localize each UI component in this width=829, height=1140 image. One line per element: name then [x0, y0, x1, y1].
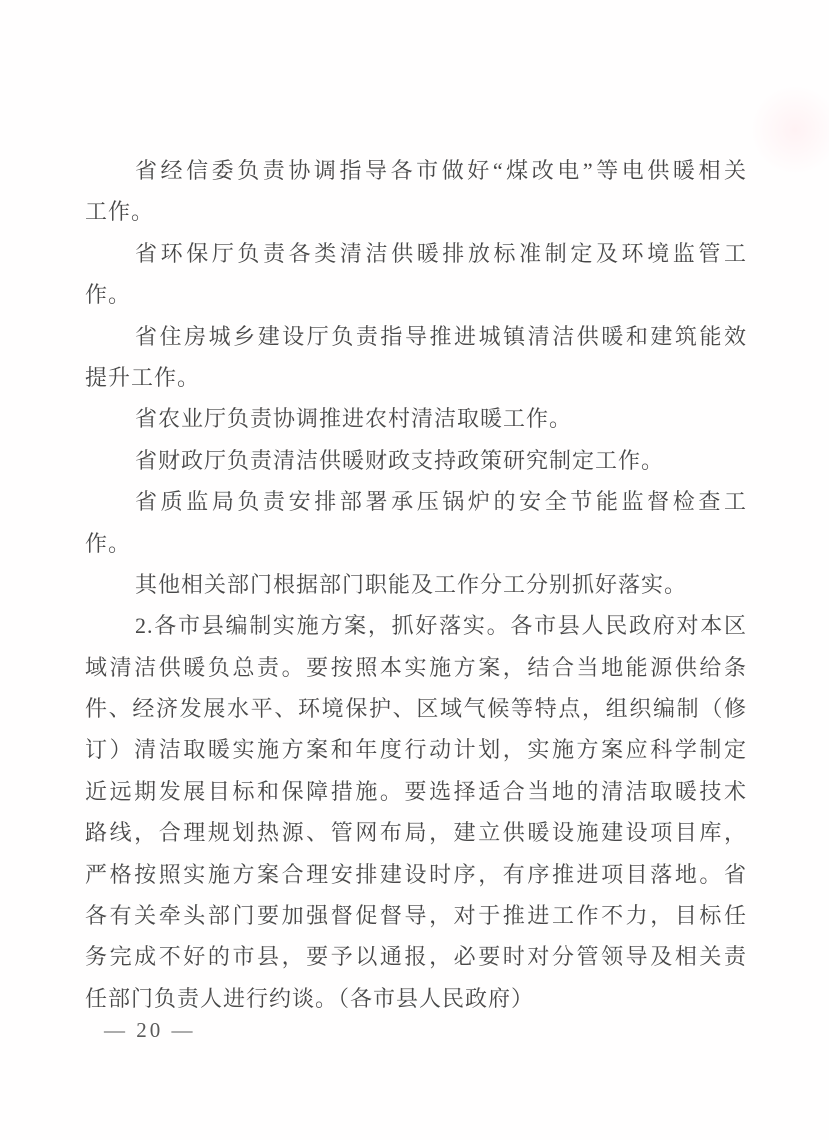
text-line: 任部门负责人进行约谈。（各市县人民政府）: [85, 985, 535, 1011]
text-line: 严格按照实施方案合理安排建设时序，有序推进项目落地。省: [85, 861, 747, 887]
text-line: 省住房城乡建设厅负责指导推进城镇清洁供暖和建筑能效: [135, 323, 747, 349]
text-line: 域清洁供暖负总责。要按照本实施方案，结合当地能源供给条: [85, 654, 747, 680]
text-line: 其他相关部门根据部门职能及工作分工分别抓好落实。: [135, 571, 688, 597]
text-line: 省农业厅负责协调推进农村清洁取暖工作。: [135, 406, 573, 432]
text-line: 省质监局负责安排部署承压锅炉的安全节能监督检查工: [135, 489, 747, 515]
text-line: 近远期发展目标和保障措施。要选择适合当地的清洁取暖技术: [85, 778, 747, 804]
text-line: 作。: [85, 282, 132, 308]
text-line: 提升工作。: [85, 364, 201, 390]
text-line: 作。: [85, 530, 132, 556]
text-line: 省财政厅负责清洁供暖财政支持政策研究制定工作。: [135, 447, 665, 473]
page-number: — 20 —: [104, 1018, 196, 1042]
text-line: 订）清洁取暖实施方案和年度行动计划，实施方案应科学制定: [85, 737, 747, 763]
text-line: 省环保厅负责各类清洁供暖排放标准制定及环境监管工: [135, 240, 747, 266]
text-line: 2.各市县编制实施方案，抓好落实。各市县人民政府对本区: [135, 613, 747, 639]
text-line: 件、经济发展水平、环境保护、区域气候等特点，组织编制（修: [85, 696, 747, 722]
text-line: 路线，合理规划热源、管网布局，建立供暖设施建设项目库，: [85, 820, 747, 846]
text-line: 务完成不好的市县，要予以通报，必要时对分管领导及相关责: [85, 944, 747, 970]
document-body: [85, 150, 747, 1019]
text-line: 省经信委负责协调指导各市做好“煤改电”等电供暖相关: [135, 158, 747, 183]
text-line: 各有关牵头部门要加强督促督导，对于推进工作不力，目标任: [85, 903, 747, 929]
text-line: 工作。: [85, 199, 155, 225]
